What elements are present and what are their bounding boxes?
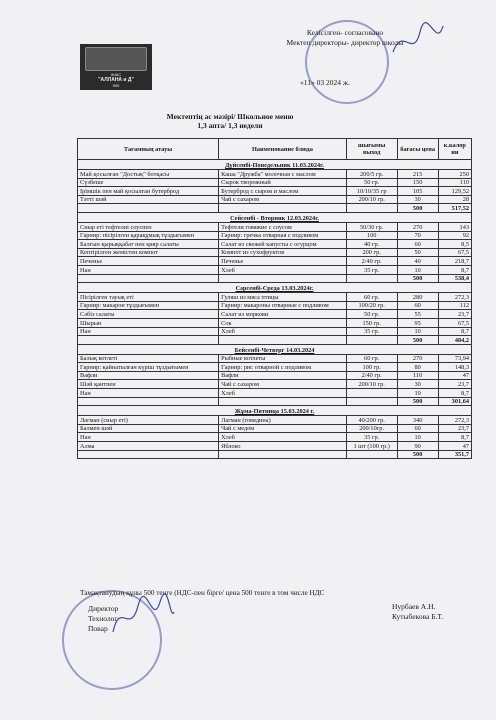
dish-name-ru: Хлеб [219, 389, 347, 398]
dish-kcal: 110 [438, 178, 471, 187]
dish-output: 200/5 гр. [346, 170, 397, 179]
dish-name-ru: Сырок творожный [219, 178, 347, 187]
approval-date: «11» 03 2024 ж. [300, 78, 350, 87]
dish-output: 2/40 гр. [346, 257, 397, 266]
table-row [78, 310, 472, 319]
total-empty-ru [219, 204, 347, 213]
dish-name-ru: Салат из свежей капусты с огурцом [219, 240, 347, 249]
table-row [78, 231, 472, 240]
company-logo [80, 44, 152, 90]
total-empty-kz [78, 336, 219, 345]
table-row [78, 354, 472, 363]
approval-line1: Келісілген- согласовано [306, 28, 384, 37]
dish-output: 200/10 гр. [346, 195, 397, 204]
dish-output: 150 гр. [346, 318, 397, 327]
name-1: Нурбаев А.Н. [392, 602, 436, 611]
dish-kcal: 129,52 [438, 187, 471, 196]
title-line1: Мектептің ас мәзірі/ Школьное меню [166, 112, 294, 121]
dish-output: 100 гр. [346, 363, 397, 372]
role-cook: Повар [88, 624, 108, 633]
table-row [78, 293, 472, 302]
menu-title [120, 112, 340, 130]
table-row [78, 327, 472, 336]
dish-name-ru: Лагман (говядина) [219, 416, 347, 425]
role-director: Директор [88, 604, 119, 613]
dish-name-kz: Балық котлеті [78, 354, 219, 363]
dish-name-ru: Гарнир: макароны отварные с подливом [219, 301, 347, 310]
dish-output: 200/10 гр. [346, 380, 397, 389]
table-row [78, 187, 472, 196]
total-kcal: 538,4 [438, 274, 471, 283]
role-technologist: Технолог [88, 614, 118, 623]
total-kcal: 484,2 [438, 336, 471, 345]
cost-note: Тамақтанудың құны 500 тенге (НДС-пен бірге/ цена 500 тенге в том числе НДС [80, 589, 325, 597]
dish-kcal: 8,7 [438, 433, 471, 442]
menu-table [77, 138, 472, 459]
total-price: 500 [397, 336, 438, 345]
dish-output: 40/200 гр. [346, 416, 397, 425]
dish-name-kz: Нан [78, 433, 219, 442]
table-row [78, 416, 472, 425]
dish-name-kz: Вафли [78, 371, 219, 380]
menu-body [78, 160, 472, 459]
signatory-names [392, 602, 443, 622]
table-row [78, 257, 472, 266]
dish-kcal: 8,7 [438, 327, 471, 336]
total-empty-out [346, 450, 397, 459]
dish-output: 10/10/35 гр [346, 187, 397, 196]
day-heading-row [78, 283, 472, 293]
total-price: 500 [397, 204, 438, 213]
dish-name-ru: Гарнир: гречка отварная с подливом [219, 231, 347, 240]
dish-name-ru: Яблоко [219, 442, 347, 451]
dish-output: 50 гр. [346, 310, 397, 319]
dish-output: 50/30 гр. [346, 222, 397, 231]
dish-kcal: 67,5 [438, 318, 471, 327]
dish-name-kz: Кептірілген жемістен компот [78, 248, 219, 257]
dish-output: 35 гр. [346, 327, 397, 336]
day-total-row [78, 397, 472, 406]
dish-price: 105 [397, 187, 438, 196]
header-ru: Наименование блюда [219, 139, 347, 160]
total-empty-ru [219, 336, 347, 345]
total-empty-ru [219, 274, 347, 283]
day-title: Жұма-Пятница 15.03.2024 г. [78, 406, 472, 416]
logo-sub: 900 [112, 83, 120, 88]
day-heading-row [78, 212, 472, 222]
day-total-row [78, 204, 472, 213]
total-empty-kz [78, 397, 219, 406]
dish-kcal: 143 [438, 222, 471, 231]
dish-kcal: 8,7 [438, 265, 471, 274]
total-price: 500 [397, 450, 438, 459]
dish-kcal: 47 [438, 371, 471, 380]
dish-kcal: 67,5 [438, 248, 471, 257]
dish-price: 270 [397, 354, 438, 363]
dish-price: 280 [397, 293, 438, 302]
logo-form: ЖШС [110, 72, 122, 77]
dish-name-kz: Тәтті шәй [78, 195, 219, 204]
dish-price: 340 [397, 416, 438, 425]
header-price: бағасы цена [397, 139, 438, 160]
dish-name-ru: Компот из сухофруктов [219, 248, 347, 257]
dish-name-kz: Гарнир: қайнатылған күріш тұздығымен [78, 363, 219, 372]
dish-name-ru: Гарнир: рис отварной с подливом [219, 363, 347, 372]
table-row [78, 178, 472, 187]
dish-name-kz: Лагман (сиыр еті) [78, 416, 219, 425]
dish-price: 10 [397, 389, 438, 398]
dish-name-kz: Май қосылған "Достық" ботқасы [78, 170, 219, 179]
dish-kcal: 92 [438, 231, 471, 240]
dish-price: 55 [397, 310, 438, 319]
dish-name-kz: Печенье [78, 257, 219, 266]
header-kz: Тағамның атауы [78, 139, 219, 160]
dish-name-ru: Каша "Дружба" молочная с маслом [219, 170, 347, 179]
total-empty-kz [78, 450, 219, 459]
dish-kcal: 148,3 [438, 363, 471, 372]
table-row [78, 318, 472, 327]
table-header-row [78, 139, 472, 160]
day-title: Сейсенбі - Вторник 12.03.2024г. [78, 212, 472, 222]
dish-price: 90 [397, 442, 438, 451]
dish-price: 60 [397, 301, 438, 310]
dish-price: 215 [397, 170, 438, 179]
director-signature [388, 20, 448, 60]
dish-name-ru: Чай с сахаром [219, 380, 347, 389]
table-row [78, 424, 472, 433]
dish-kcal: 23,7 [438, 380, 471, 389]
dish-price: 10 [397, 265, 438, 274]
dish-output: 100/20 гр. [346, 301, 397, 310]
total-empty-out [346, 204, 397, 213]
dish-name-kz: Нан [78, 389, 219, 398]
dish-name-kz: Пісірілген тауық еті [78, 293, 219, 302]
dish-output [346, 389, 397, 398]
dish-name-ru: Рыбные котлеты [219, 354, 347, 363]
name-2: Кутыбекова Б.Т. [392, 612, 444, 621]
table-row [78, 248, 472, 257]
total-empty-ru [219, 397, 347, 406]
dish-price: 70 [397, 231, 438, 240]
dish-output: 40 гр. [346, 240, 397, 249]
table-row [78, 240, 472, 249]
dish-kcal: 272,3 [438, 293, 471, 302]
dish-output: 60 гр. [346, 354, 397, 363]
dish-kcal: 23,7 [438, 310, 471, 319]
day-total-row [78, 274, 472, 283]
day-heading-row [78, 406, 472, 416]
day-total-row [78, 336, 472, 345]
dish-name-ru: Салат из моркови [219, 310, 347, 319]
table-row [78, 371, 472, 380]
table-row [78, 222, 472, 231]
dish-kcal: 272,3 [438, 416, 471, 425]
dish-name-kz: Нан [78, 327, 219, 336]
dish-price: 10 [397, 327, 438, 336]
dish-name-ru: Сок [219, 318, 347, 327]
table-row [78, 195, 472, 204]
dish-name-ru: Хлеб [219, 265, 347, 274]
dish-price: 80 [397, 363, 438, 372]
dish-name-ru: Бутерброд с сыром и маслом [219, 187, 347, 196]
dish-output: 100 [346, 231, 397, 240]
day-title: Дүйсенбі-Понедельник 11.03.2024г. [78, 160, 472, 170]
technologist-signature [108, 592, 178, 642]
total-empty-kz [78, 204, 219, 213]
dish-output: 2/40 гр. [346, 371, 397, 380]
dish-name-kz: Балғын қырыққабат пен қияр салаты [78, 240, 219, 249]
dish-output: 60 гр. [346, 293, 397, 302]
table-row [78, 363, 472, 372]
dish-name-ru: Гуляш из мяса птицы [219, 293, 347, 302]
dish-price: 40 [397, 257, 438, 266]
dish-price: 10 [397, 433, 438, 442]
dish-name-ru: Хлеб [219, 433, 347, 442]
dish-name-ru: Тефтели говяжие с соусом [219, 222, 347, 231]
table-row [78, 380, 472, 389]
table-row [78, 301, 472, 310]
dish-kcal: 250 [438, 170, 471, 179]
dish-output: 200 гр. [346, 248, 397, 257]
logo-emblem [85, 47, 147, 71]
total-empty-kz [78, 274, 219, 283]
dish-output: 35 гр. [346, 433, 397, 442]
table-row [78, 442, 472, 451]
dish-name-kz: Балмен шәй [78, 424, 219, 433]
table-row [78, 433, 472, 442]
dish-kcal: 8,5 [438, 240, 471, 249]
approval-line2: Мектеп директоры- директор школы [286, 38, 404, 47]
dish-price: 150 [397, 178, 438, 187]
dish-price: 50 [397, 248, 438, 257]
total-empty-out [346, 397, 397, 406]
dish-output: 1 шт (100 гр.) [346, 442, 397, 451]
total-kcal: 301,64 [438, 397, 471, 406]
dish-name-ru: Хлеб [219, 327, 347, 336]
dish-price: 60 [397, 424, 438, 433]
dish-kcal: 8,7 [438, 389, 471, 398]
day-heading-row [78, 344, 472, 354]
dish-name-kz: Гарнир: макарон тұздығымен [78, 301, 219, 310]
table-row [78, 389, 472, 398]
dish-name-ru: Печенье [219, 257, 347, 266]
dish-name-kz: Сүзбеше [78, 178, 219, 187]
total-price: 500 [397, 397, 438, 406]
dish-name-kz: Ірімшік пен май қосылған бутерброд [78, 187, 219, 196]
dish-name-kz: Алма [78, 442, 219, 451]
dish-price: 110 [397, 371, 438, 380]
header-output: шығымы выход [346, 139, 397, 160]
total-empty-out [346, 336, 397, 345]
dish-kcal: 218,7 [438, 257, 471, 266]
dish-name-kz: Гарнир: пісірілген қарақұмық тұздығымен [78, 231, 219, 240]
day-total-row [78, 450, 472, 459]
dish-price: 60 [397, 240, 438, 249]
dish-name-kz: Шәй қантпен [78, 380, 219, 389]
dish-price: 30 [397, 380, 438, 389]
dish-price: 270 [397, 222, 438, 231]
table-row [78, 265, 472, 274]
dish-name-kz: Нан [78, 265, 219, 274]
table-row [78, 170, 472, 179]
dish-kcal: 47 [438, 442, 471, 451]
dish-name-kz: Сәбіз салаты [78, 310, 219, 319]
logo-name: "АЛЛАНА и Д" [98, 77, 134, 83]
day-title: Бейсенбі-Четверг 14.03.2024 [78, 344, 472, 354]
title-line2: 1,3 апта/ 1,3 недели [197, 121, 263, 130]
total-kcal: 517,52 [438, 204, 471, 213]
dish-output: 35 гр. [346, 265, 397, 274]
dish-name-ru: Чай с медом [219, 424, 347, 433]
dish-price: 95 [397, 318, 438, 327]
dish-price: 30 [397, 195, 438, 204]
dish-name-ru: Вафли [219, 371, 347, 380]
dish-output: 50 гр. [346, 178, 397, 187]
day-heading-row [78, 160, 472, 170]
dish-kcal: 112 [438, 301, 471, 310]
dish-kcal: 28 [438, 195, 471, 204]
total-empty-out [346, 274, 397, 283]
dish-kcal: 73,94 [438, 354, 471, 363]
dish-name-kz: Шырын [78, 318, 219, 327]
total-kcal: 351,7 [438, 450, 471, 459]
total-empty-ru [219, 450, 347, 459]
dish-output: 200/10гр. [346, 424, 397, 433]
day-title: Сәрсенбі-Среда 13.03.2024г. [78, 283, 472, 293]
total-price: 500 [397, 274, 438, 283]
dish-kcal: 23,7 [438, 424, 471, 433]
dish-name-ru: Чай с сахаром [219, 195, 347, 204]
dish-name-kz: Сиыр еті тефтелиі соуспен [78, 222, 219, 231]
header-kcal: к.калор ии [438, 139, 471, 160]
